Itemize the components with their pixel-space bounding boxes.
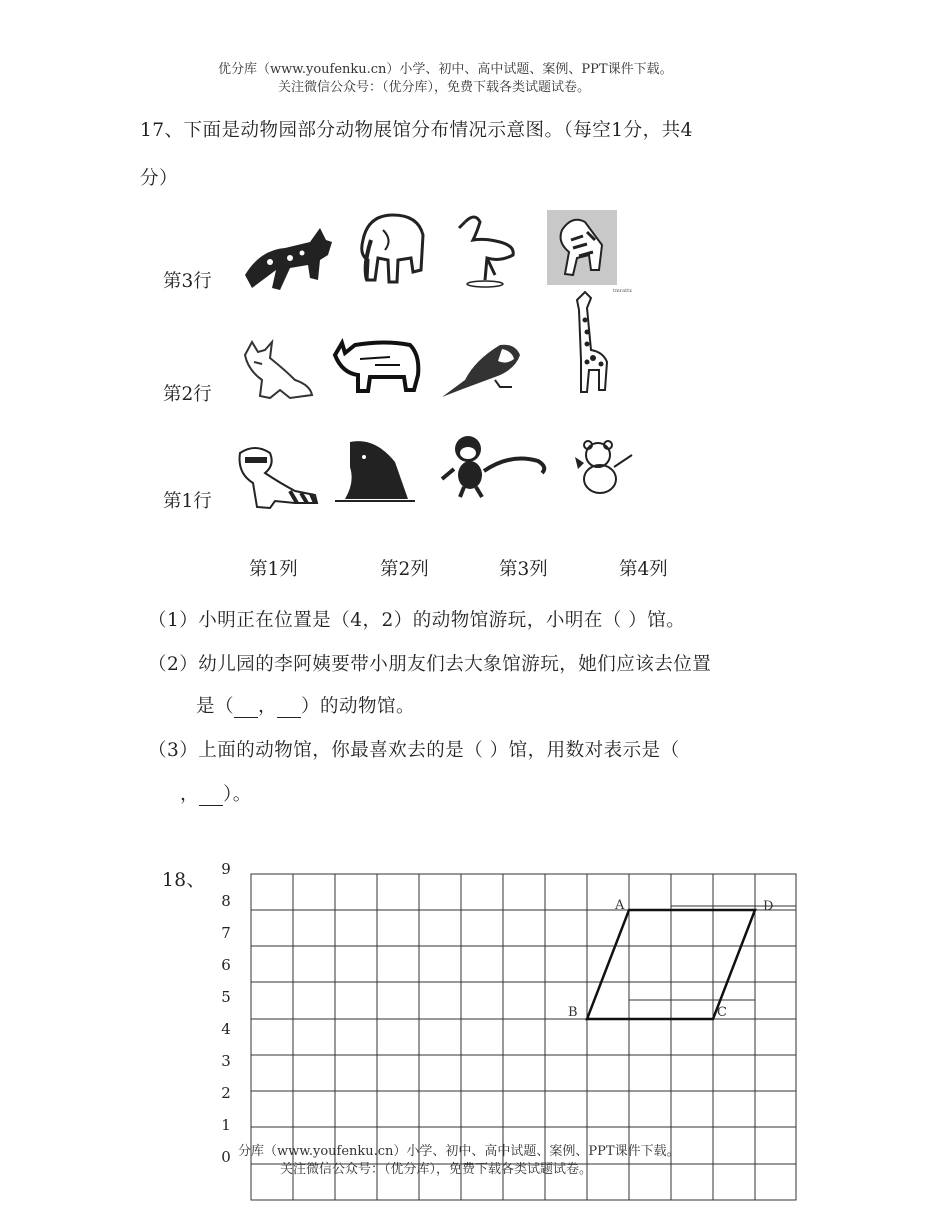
q17-title-line-1: 17、下面是动物园部分动物展馆分布情况示意图。（每空1分，共4 bbox=[140, 120, 693, 141]
header-line-2: 关注微信公众号：（优分库），免费下载各类试题试卷。 bbox=[278, 80, 591, 95]
y-label-9: 9 bbox=[221, 860, 231, 878]
y-label-3: 3 bbox=[221, 1052, 231, 1070]
col-label-2: 第2列 bbox=[380, 559, 429, 580]
rhino-icon bbox=[335, 343, 418, 392]
row-label-2: 第2行 bbox=[163, 384, 212, 405]
q17-title-line-2: 分） bbox=[140, 168, 179, 189]
sub3-suffix: ）。 bbox=[223, 784, 252, 805]
giraffe-icon bbox=[577, 292, 607, 392]
sub2-separator: ， bbox=[258, 696, 278, 717]
q17-sub-2-line-1: （2）幼儿园的李阿姨要带小朋友们去大象馆游玩，她们应该去位置 bbox=[148, 654, 712, 675]
header-line-1: 优分库（www.youfenku.cn）小学、初中、高中试题、案例、PPT课件下载。 bbox=[218, 62, 673, 77]
animal-grid bbox=[235, 205, 655, 510]
point-c-label: C bbox=[717, 1005, 727, 1020]
sub2-prefix: 是（ bbox=[196, 696, 235, 717]
flamingo-icon bbox=[459, 217, 513, 287]
zebra-icon bbox=[547, 210, 617, 285]
blank-x[interactable] bbox=[234, 696, 258, 718]
blank-pair-y[interactable] bbox=[199, 784, 223, 806]
point-b-label: B bbox=[568, 1005, 578, 1020]
fox-icon bbox=[245, 342, 312, 398]
col-label-3: 第3列 bbox=[499, 559, 548, 580]
y-label-7: 7 bbox=[221, 924, 231, 942]
y-label-0: 0 bbox=[221, 1148, 231, 1166]
bird-icon bbox=[442, 345, 520, 397]
point-a-label: A bbox=[615, 898, 625, 913]
dolphin-icon bbox=[335, 441, 415, 501]
col-label-1: 第1列 bbox=[249, 559, 298, 580]
y-label-4: 4 bbox=[221, 1020, 231, 1038]
blank-y[interactable] bbox=[277, 696, 301, 718]
q18-number: 18、 bbox=[162, 870, 206, 891]
row-label-3: 第3行 bbox=[163, 271, 212, 292]
sub3-separator: ， bbox=[180, 784, 200, 805]
zebra-caption: tmrattx bbox=[613, 288, 632, 294]
y-label-1: 1 bbox=[221, 1116, 231, 1134]
elephant-icon bbox=[362, 215, 423, 282]
bear-icon bbox=[575, 441, 632, 493]
y-label-6: 6 bbox=[221, 956, 231, 974]
y-label-8: 8 bbox=[221, 892, 231, 910]
wolf-icon bbox=[245, 228, 332, 290]
q17-sub-3-line-1: （3）上面的动物馆，你最喜欢去的是（ ）馆，用数对表示是（ bbox=[148, 740, 680, 761]
col-label-4: 第4列 bbox=[619, 559, 668, 580]
row-label-1: 第1行 bbox=[163, 491, 212, 512]
sub2-suffix: ）的动物馆。 bbox=[301, 696, 416, 717]
y-label-2: 2 bbox=[221, 1084, 231, 1102]
footer-line-2: 关注微信公众号：（优分库），免费下载各类试题试卷。 bbox=[280, 1162, 593, 1177]
q17-sub-3-line-2 bbox=[180, 780, 252, 806]
footer-line-1: 分库（www.youfenku.cn）小学、初中、高中试题、案例、PPT课件下载。 bbox=[238, 1144, 680, 1159]
monkey-icon bbox=[442, 436, 544, 497]
point-d-label: D bbox=[763, 899, 774, 914]
raccoon-icon bbox=[240, 448, 317, 508]
q17-sub-1: （1）小明正在位置是（4，2）的动物馆游玩，小明在（ ）馆。 bbox=[148, 610, 686, 631]
q17-sub-2-line-2 bbox=[196, 692, 415, 718]
y-label-5: 5 bbox=[221, 988, 231, 1006]
